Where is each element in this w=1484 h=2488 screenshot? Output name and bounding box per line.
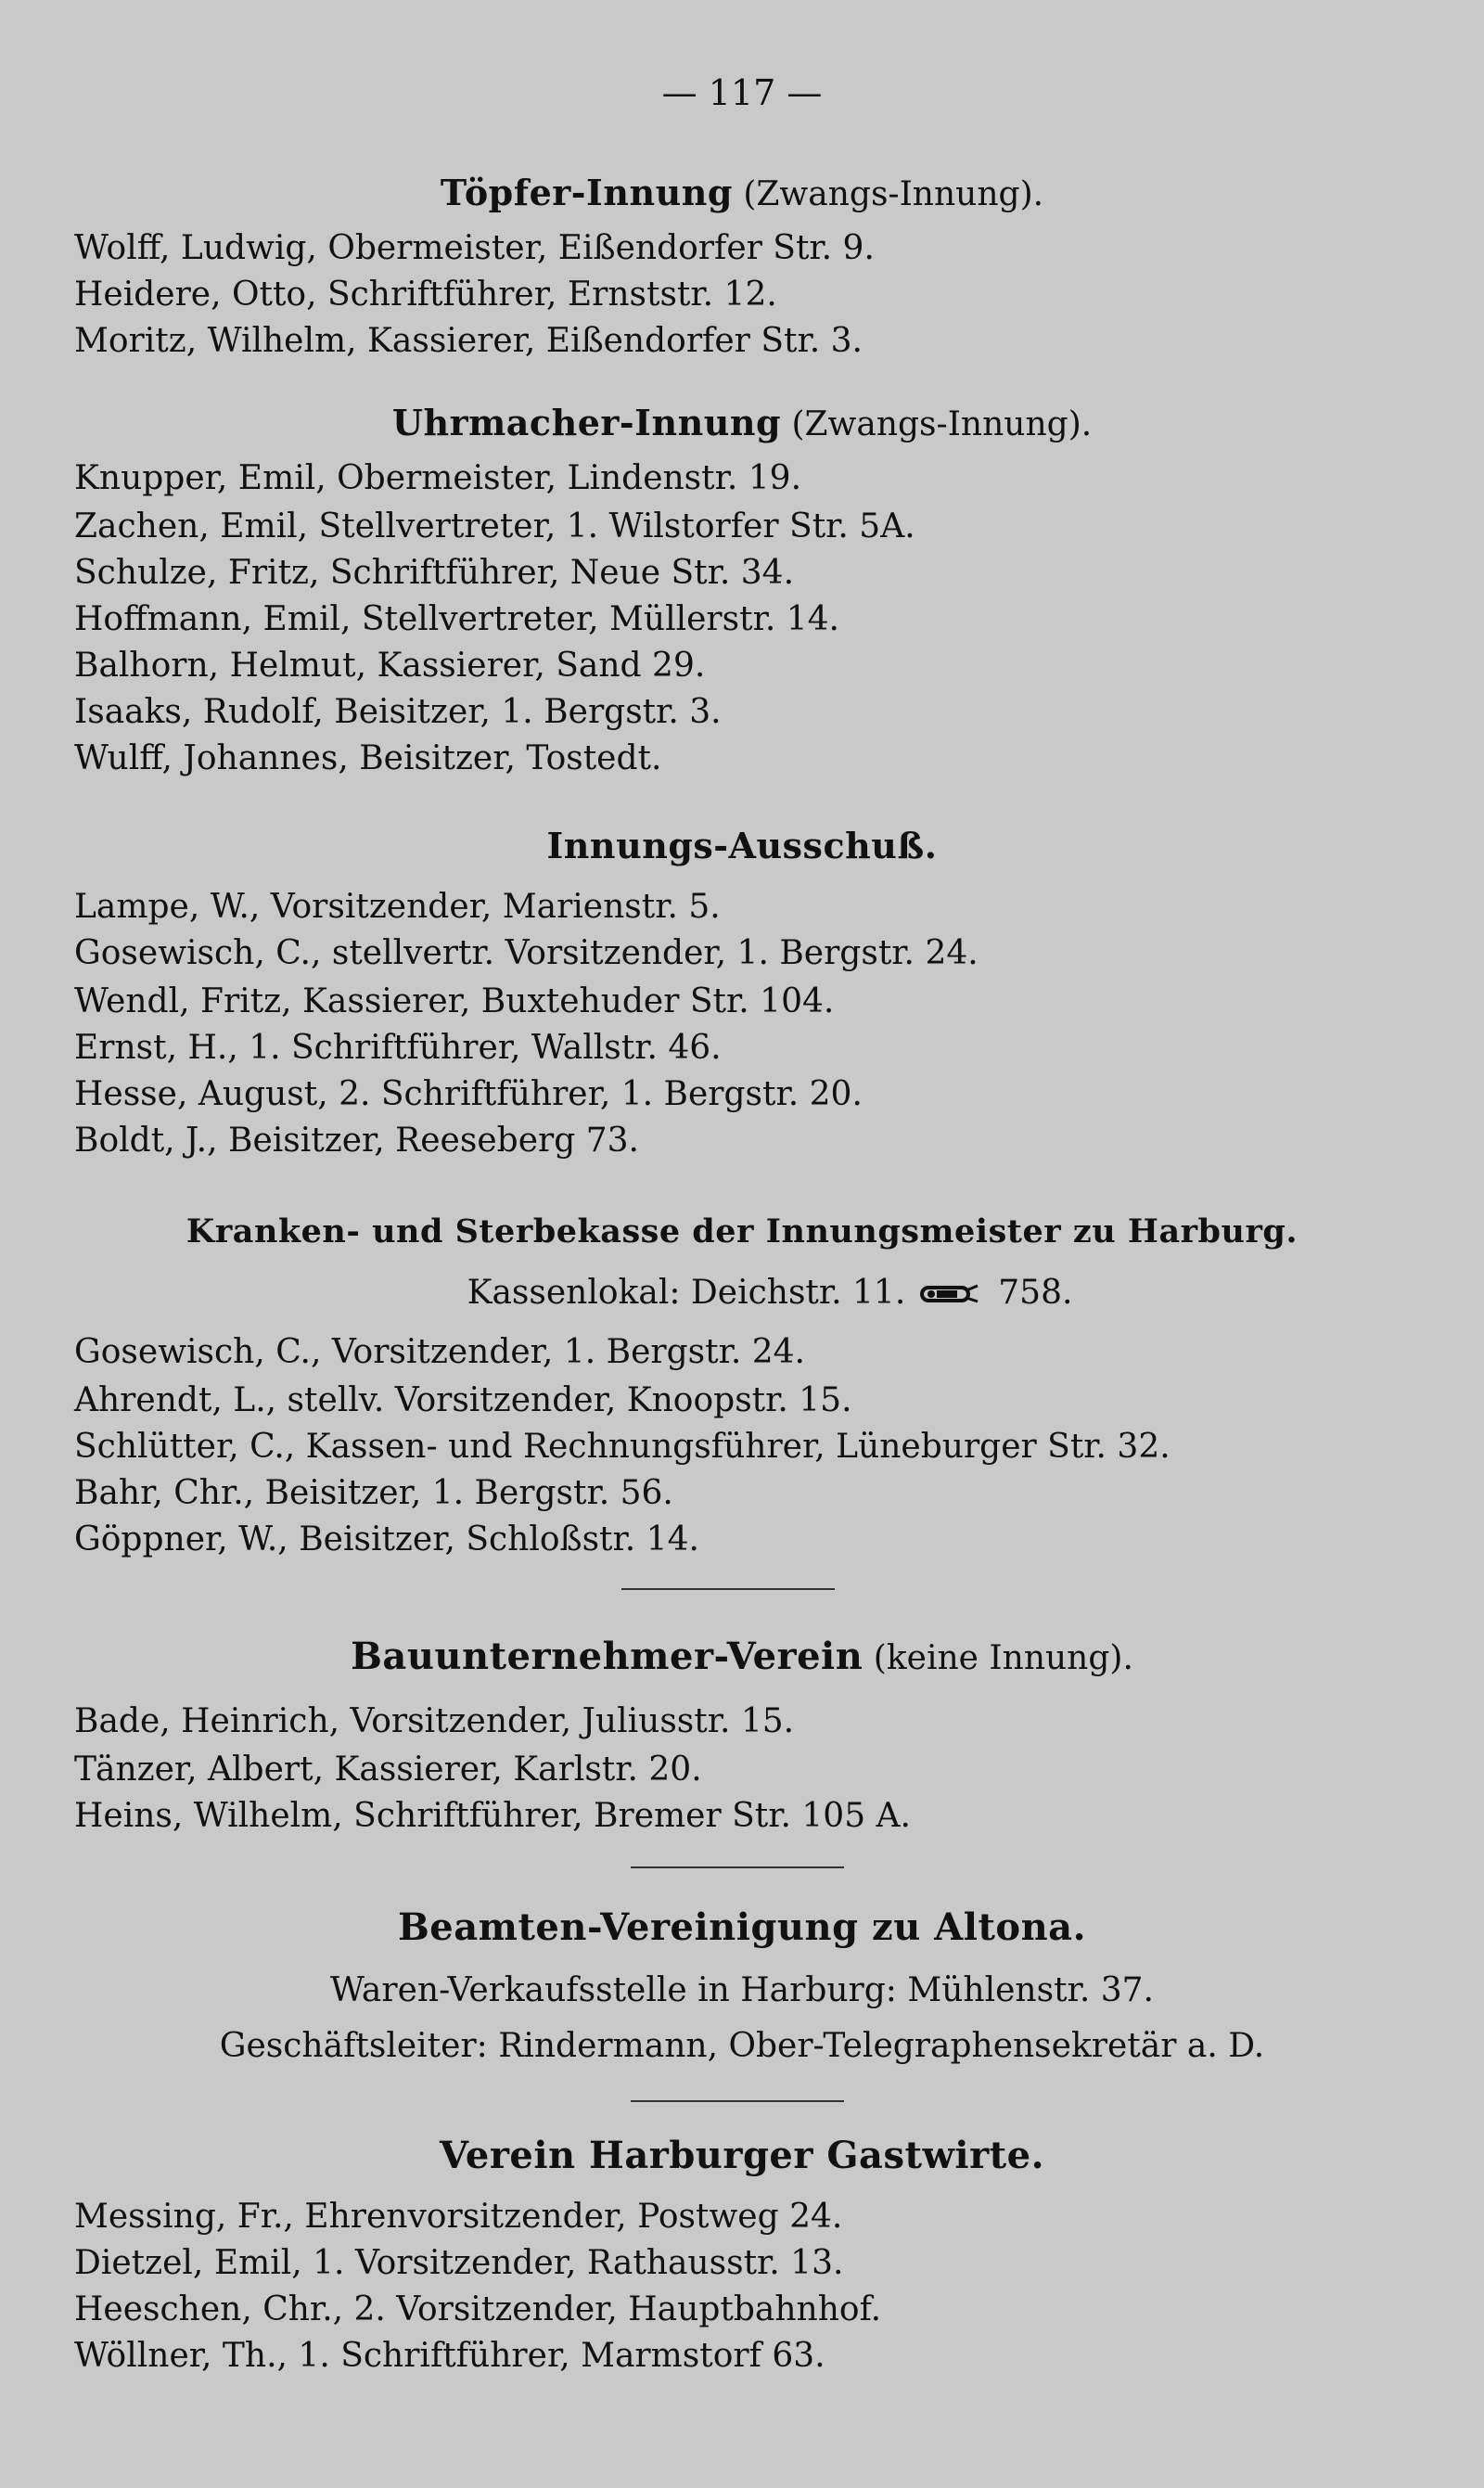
section-heading-sterbekasse	[0, 1212, 1484, 1252]
list-item: Hesse, August, 2. Schriftführer, 1. Bergstr. 20.	[74, 1075, 863, 1113]
info-line: Geschäftsleiter: Rindermann, Ober-Telegraphensekretär a. D.	[219, 2027, 1265, 2065]
section-heading-beamten	[0, 1907, 1484, 1950]
list-item: Zachen, Emil, Stellvertreter, 1. Wilstorfer Str. 5A.	[74, 507, 915, 545]
list-item: Bahr, Chr., Beisitzer, 1. Bergstr. 56.	[74, 1474, 673, 1512]
section-subtitle: (Zwangs-Innung).	[743, 175, 1044, 213]
section-title: Verein Harburger Gastwirte.	[440, 2134, 1044, 2177]
list-item: Hoffmann, Emil, Stellvertreter, Müllerstr. 14.	[74, 600, 839, 638]
list-item: Lampe, W., Vorsitzender, Marienstr. 5.	[74, 888, 721, 926]
list-item: Gosewisch, C., Vorsitzender, 1. Bergstr. 24.	[74, 1333, 805, 1371]
list-item: Boldt, J., Beisitzer, Reeseberg 73.	[74, 1122, 639, 1160]
list-item: Tänzer, Albert, Kassierer, Karlstr. 20.	[74, 1751, 702, 1789]
divider	[631, 1866, 844, 1868]
list-item: Messing, Fr., Ehrenvorsitzender, Postweg 24.	[74, 2198, 843, 2236]
section-heading-toepfer	[0, 173, 1484, 215]
section-title: Uhrmacher-Innung	[391, 402, 782, 443]
list-item: Schulze, Fritz, Schriftführer, Neue Str. 34.	[74, 554, 795, 592]
section-title: Bauunternehmer-Verein	[351, 1635, 864, 1678]
section-subtitle: (Zwangs-Innung).	[791, 405, 1093, 443]
page-number: — 117 —	[661, 72, 823, 113]
section-heading-gastwirte	[0, 2135, 1484, 2178]
list-item: Wöllner, Th., 1. Schriftführer, Marmstorf 63.	[74, 2337, 825, 2375]
list-item: Heidere, Otto, Schriftführer, Ernststr. 12.	[74, 276, 777, 314]
list-item: Balhorn, Helmut, Kassierer, Sand 29.	[74, 647, 706, 685]
list-item: Heins, Wilhelm, Schriftführer, Bremer Str. 105 A.	[74, 1797, 911, 1835]
section-subtitle: (keine Innung).	[873, 1639, 1133, 1677]
list-item: Wolff, Ludwig, Obermeister, Eißendorfer Str. 9.	[74, 229, 875, 267]
telephone-icon	[920, 1281, 979, 1305]
section-title: Töpfer-Innung	[440, 172, 733, 213]
phone-number: 758.	[998, 1274, 1073, 1312]
divider	[621, 1588, 835, 1590]
list-item: Ahrendt, L., stellv. Vorsitzender, Knoopstr. 15.	[74, 1381, 852, 1419]
info-line: Waren-Verkaufsstelle in Harburg: Mühlenstr. 37.	[330, 1971, 1154, 2009]
list-item: Wulff, Johannes, Beisitzer, Tostedt.	[74, 739, 662, 777]
section-title: Beamten-Vereinigung zu Altona.	[397, 1905, 1087, 1949]
list-item: Heeschen, Chr., 2. Vorsitzender, Hauptbahnhof.	[74, 2290, 882, 2328]
list-item: Ernst, H., 1. Schriftführer, Wallstr. 46.	[74, 1029, 722, 1067]
office-line	[0, 1273, 1484, 1314]
section-heading-bauunternehmer	[0, 1636, 1484, 1679]
list-item: Isaaks, Rudolf, Beisitzer, 1. Bergstr. 3.	[74, 693, 722, 731]
divider	[631, 2100, 844, 2102]
list-item: Wendl, Fritz, Kassierer, Buxtehuder Str. 104.	[74, 982, 835, 1020]
section-heading-uhrmacher	[0, 403, 1484, 445]
office-label: Kassenlokal: Deichstr. 11.	[467, 1274, 906, 1312]
section-heading-ausschuss	[0, 826, 1484, 868]
list-item: Knupper, Emil, Obermeister, Lindenstr. 19.	[74, 459, 802, 497]
section-title: Kranken- und Sterbekasse der Innungsmeister zu Harburg.	[186, 1212, 1298, 1250]
section-title: Innungs-Ausschuß.	[546, 825, 938, 866]
list-item: Göppner, W., Beisitzer, Schloßstr. 14.	[74, 1520, 699, 1558]
list-item: Bade, Heinrich, Vorsitzender, Juliusstr. 15.	[74, 1702, 795, 1740]
list-item: Dietzel, Emil, 1. Vorsitzender, Rathausstr. 13.	[74, 2244, 844, 2282]
list-item: Gosewisch, C., stellvertr. Vorsitzender, 1. Bergstr. 24.	[74, 934, 979, 972]
list-item: Schlütter, C., Kassen- und Rechnungsführer, Lüneburger Str. 32.	[74, 1428, 1171, 1466]
list-item: Moritz, Wilhelm, Kassierer, Eißendorfer Str. 3.	[74, 322, 863, 360]
